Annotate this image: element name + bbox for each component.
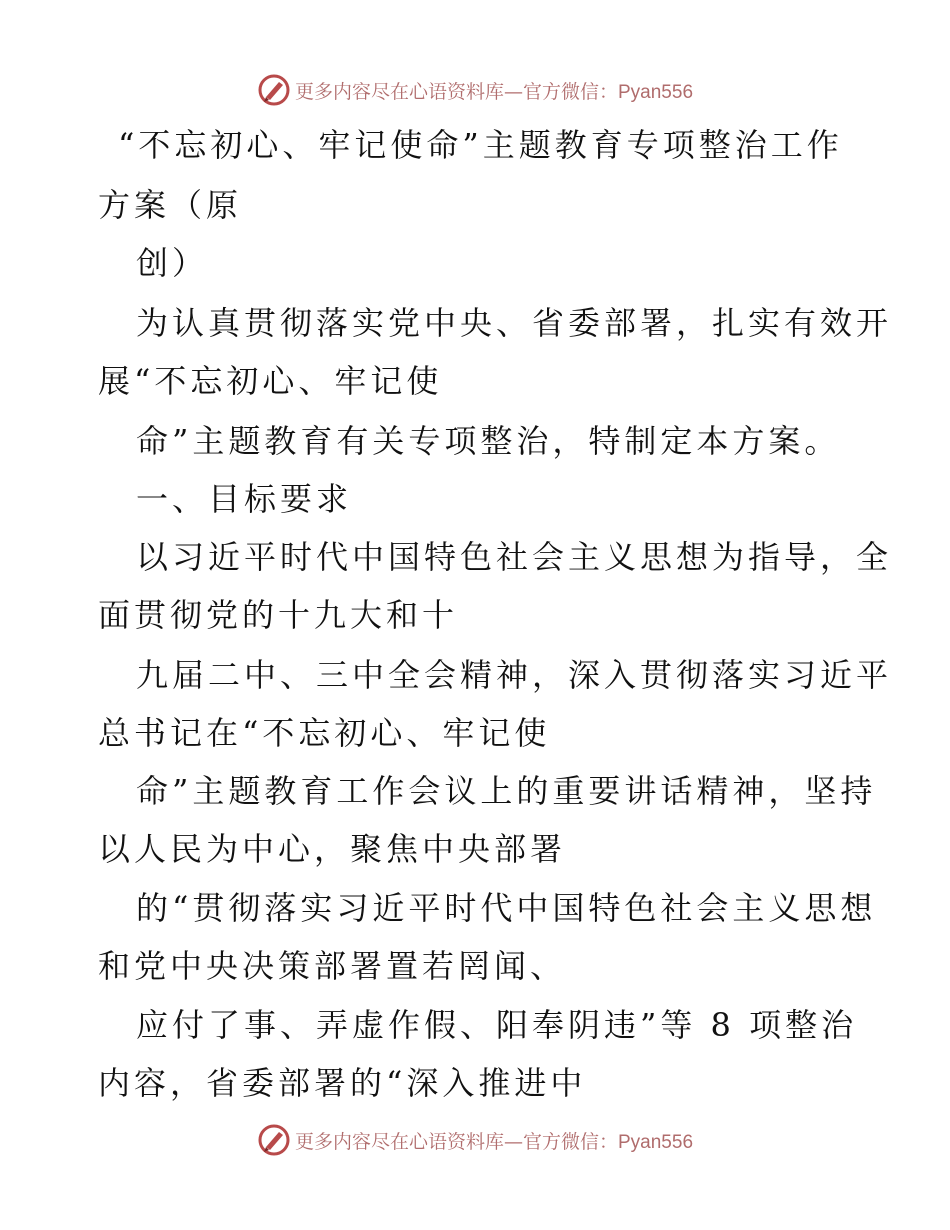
paragraph-line: 命”主题教育工作会议上的重要讲话精神，坚持 (136, 772, 877, 810)
paragraph-line: 展“不忘初心、牢记使 (98, 362, 443, 400)
paragraph-line: 和党中央决策部署置若罔闻、 (98, 947, 567, 985)
watermark-text: 更多内容尽在心语资料库—官方微信：Pyan556 (294, 1130, 694, 1153)
watermark-header (0, 70, 950, 110)
watermark-text: 更多内容尽在心语资料库—官方微信：Pyan556 (294, 80, 694, 103)
title-line-1: “不忘初心、牢记使命”主题教育专项整治工作 (118, 126, 843, 164)
title-line-2: 方案（原 (98, 186, 243, 224)
paragraph-line: 应付了事、弄虚作假、阳奉阴违”等 8 项整治 (136, 1006, 858, 1044)
watermark-footer (0, 1120, 950, 1160)
paragraph-line: 的“贯彻落实习近平时代中国特色社会主义思想 (136, 889, 877, 927)
paragraph-line: 以习近平时代中国特色社会主义思想为指导，全 (136, 538, 893, 576)
paragraph-line: 命”主题教育有关专项整治，特制定本方案。 (136, 422, 841, 460)
pen-logo-icon (257, 73, 291, 107)
paragraph-line: 为认真贯彻落实党中央、省委部署，扎实有效开 (136, 304, 893, 342)
paragraph-line: 内容，省委部署的“深入推进中 (98, 1064, 587, 1102)
paragraph-line: 面贯彻党的十九大和十 (98, 596, 459, 634)
paragraph-line: 以人民为中心，聚焦中央部署 (98, 830, 567, 868)
paragraph-line: 九届二中、三中全会精神，深入贯彻落实习近平 (136, 656, 893, 694)
section-heading: 一、目标要求 (136, 480, 353, 518)
pen-logo-icon (257, 1123, 291, 1157)
paragraph-line: 总书记在“不忘初心、牢记使 (98, 714, 551, 752)
title-line-3: 创） (136, 244, 209, 282)
